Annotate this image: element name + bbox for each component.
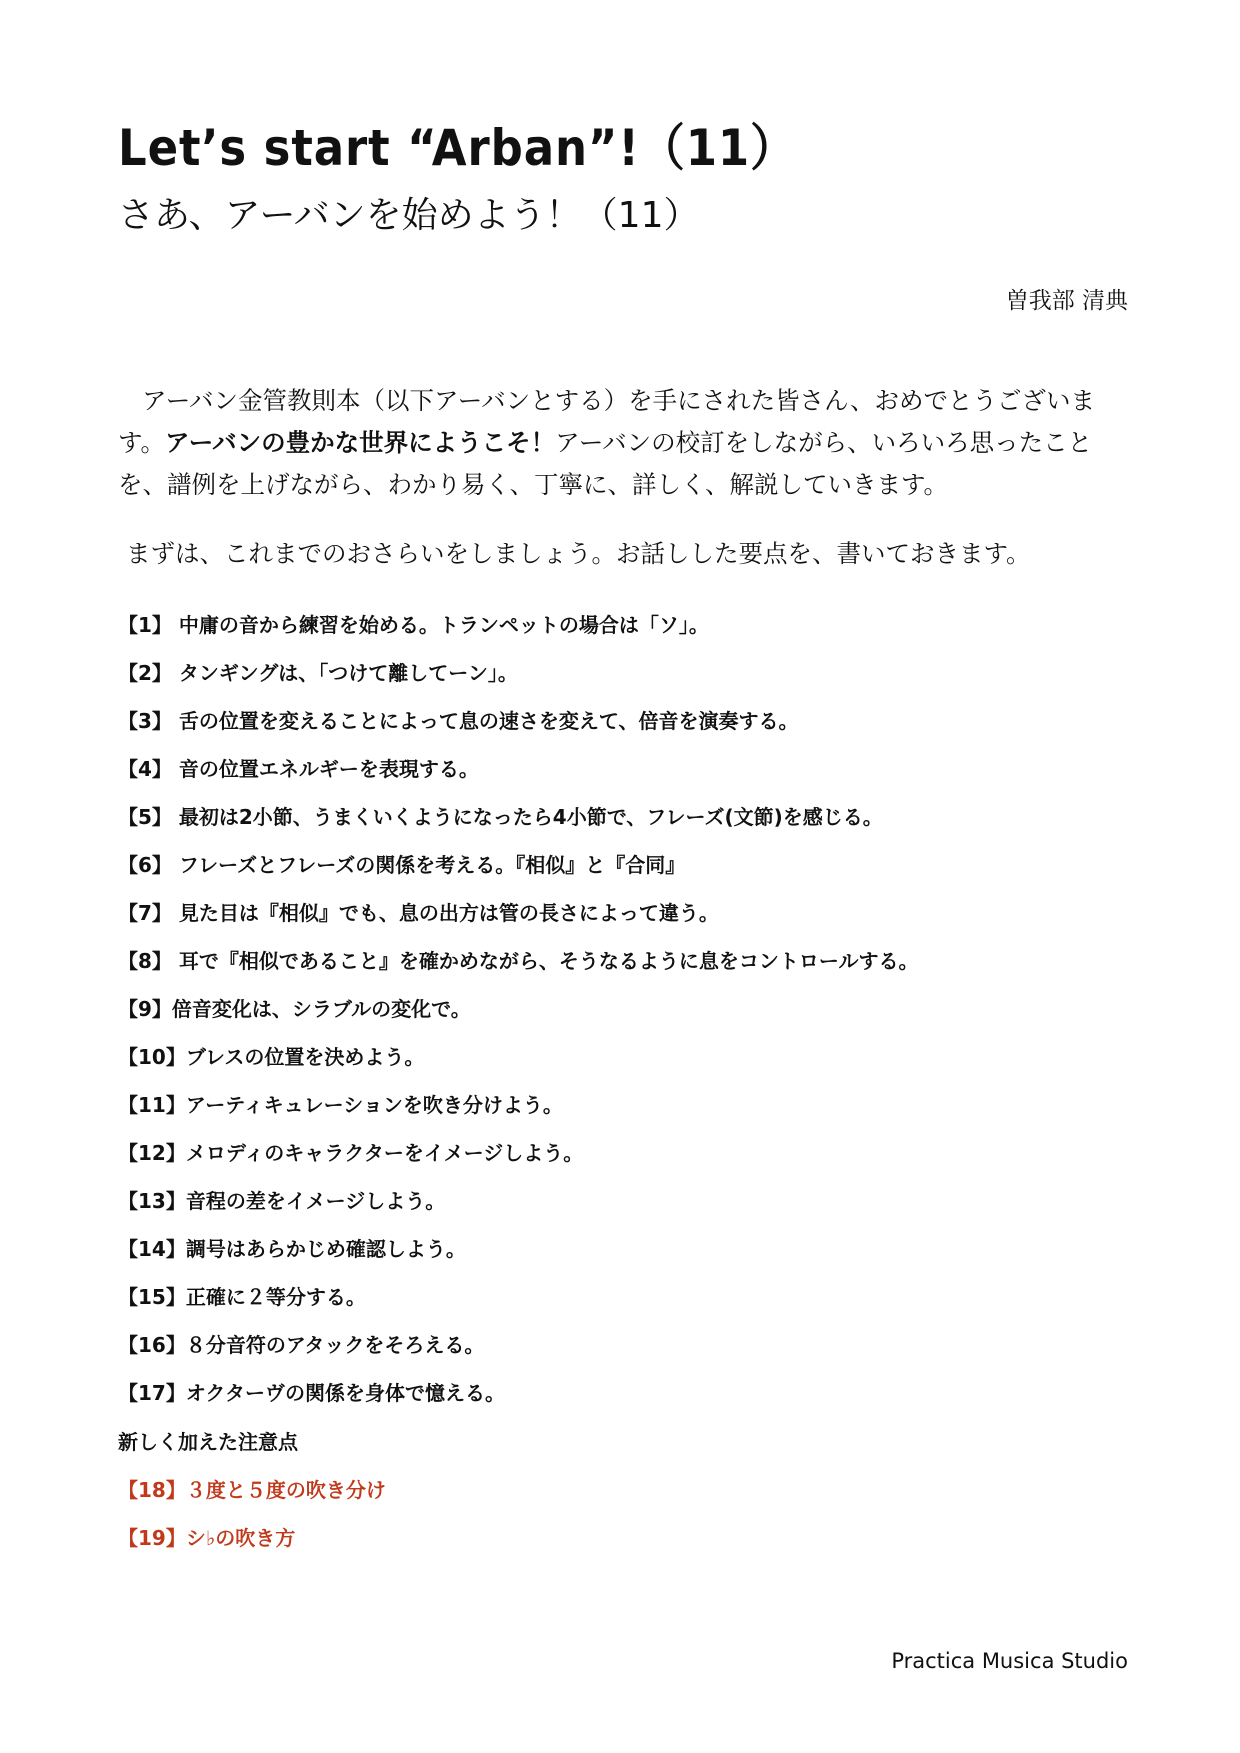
key-point-item: 【16】８分音符のアタックをそろえる。	[118, 1333, 485, 1357]
key-point-item: 【10】ブレスの位置を決めよう。	[118, 1045, 425, 1069]
page-title: Let’s start “Arban”!（11）	[118, 119, 797, 177]
new-point-item: 【18】３度と５度の吹き分け	[118, 1478, 386, 1502]
review-intro-text: まずは、これまでのおさらいをしましょう。お話しした要点を、書いておきます。	[126, 539, 1031, 568]
new-points-list	[118, 1472, 386, 1568]
key-point-item: 【15】正確に２等分する。	[118, 1285, 366, 1309]
new-points-heading: 新しく加えた注意点	[118, 1430, 298, 1454]
footer-studio-name: Practica Musica Studio	[891, 1649, 1128, 1673]
key-point-item: 【5】 最初は2小節、うまくいくようになったら4小節で、フレーズ(文節)を感じる。	[118, 805, 883, 829]
key-point-item: 【3】 舌の位置を変えることによって息の速さを変えて、倍音を演奏する。	[118, 709, 799, 733]
key-point-item: 【4】 音の位置エネルギーを表現する。	[118, 757, 479, 781]
intro-bold-text: アーバンの豊かな世界にようこそ！	[165, 428, 556, 457]
key-point-item: 【2】 タンギングは、「つけて離してーン」。	[118, 661, 518, 685]
key-point-item: 【9】倍音変化は、シラブルの変化で。	[118, 997, 471, 1021]
key-point-item: 【13】音程の差をイメージしよう。	[118, 1189, 446, 1213]
key-point-item: 【7】 見た目は『相似』でも、息の出方は管の長さによって違う。	[118, 901, 719, 925]
key-point-item: 【14】調号はあらかじめ確認しよう。	[118, 1237, 466, 1261]
key-point-item: 【12】メロディのキャラクターをイメージしよう。	[118, 1141, 584, 1165]
key-point-item: 【17】オクターヴの関係を身体で憶える。	[118, 1381, 506, 1405]
key-point-item: 【6】 フレーズとフレーズの関係を考える。『相似』と『合同』	[118, 853, 686, 877]
key-points-list	[118, 607, 918, 1423]
intro-paragraph	[118, 380, 1128, 506]
new-point-item: 【19】シ♭の吹き方	[118, 1526, 296, 1550]
intro-text-start: アーバン金管教則本（以下アーバンとする）を手にされた皆さん、おめでとうございます。	[118, 386, 1096, 457]
key-point-item: 【11】アーティキュレーションを吹き分けよう。	[118, 1093, 563, 1117]
intro-text-end: アーバンの校訂をしながら、いろいろ思ったことを、譜例を上げながら、わかり易く、丁寧に、詳しく、解説していきます。	[118, 428, 1093, 499]
key-point-item: 【8】 耳で『相似であること』を確かめながら、そうなるように息をコントロールする。	[118, 949, 919, 973]
page-subtitle: さあ、アーバンを始めよう！（11）	[118, 195, 700, 236]
author-name: 曽我部 清典	[1005, 288, 1128, 314]
key-point-item: 【1】 中庸の音から練習を始める。トランペットの場合は「ソ」。	[118, 613, 709, 637]
